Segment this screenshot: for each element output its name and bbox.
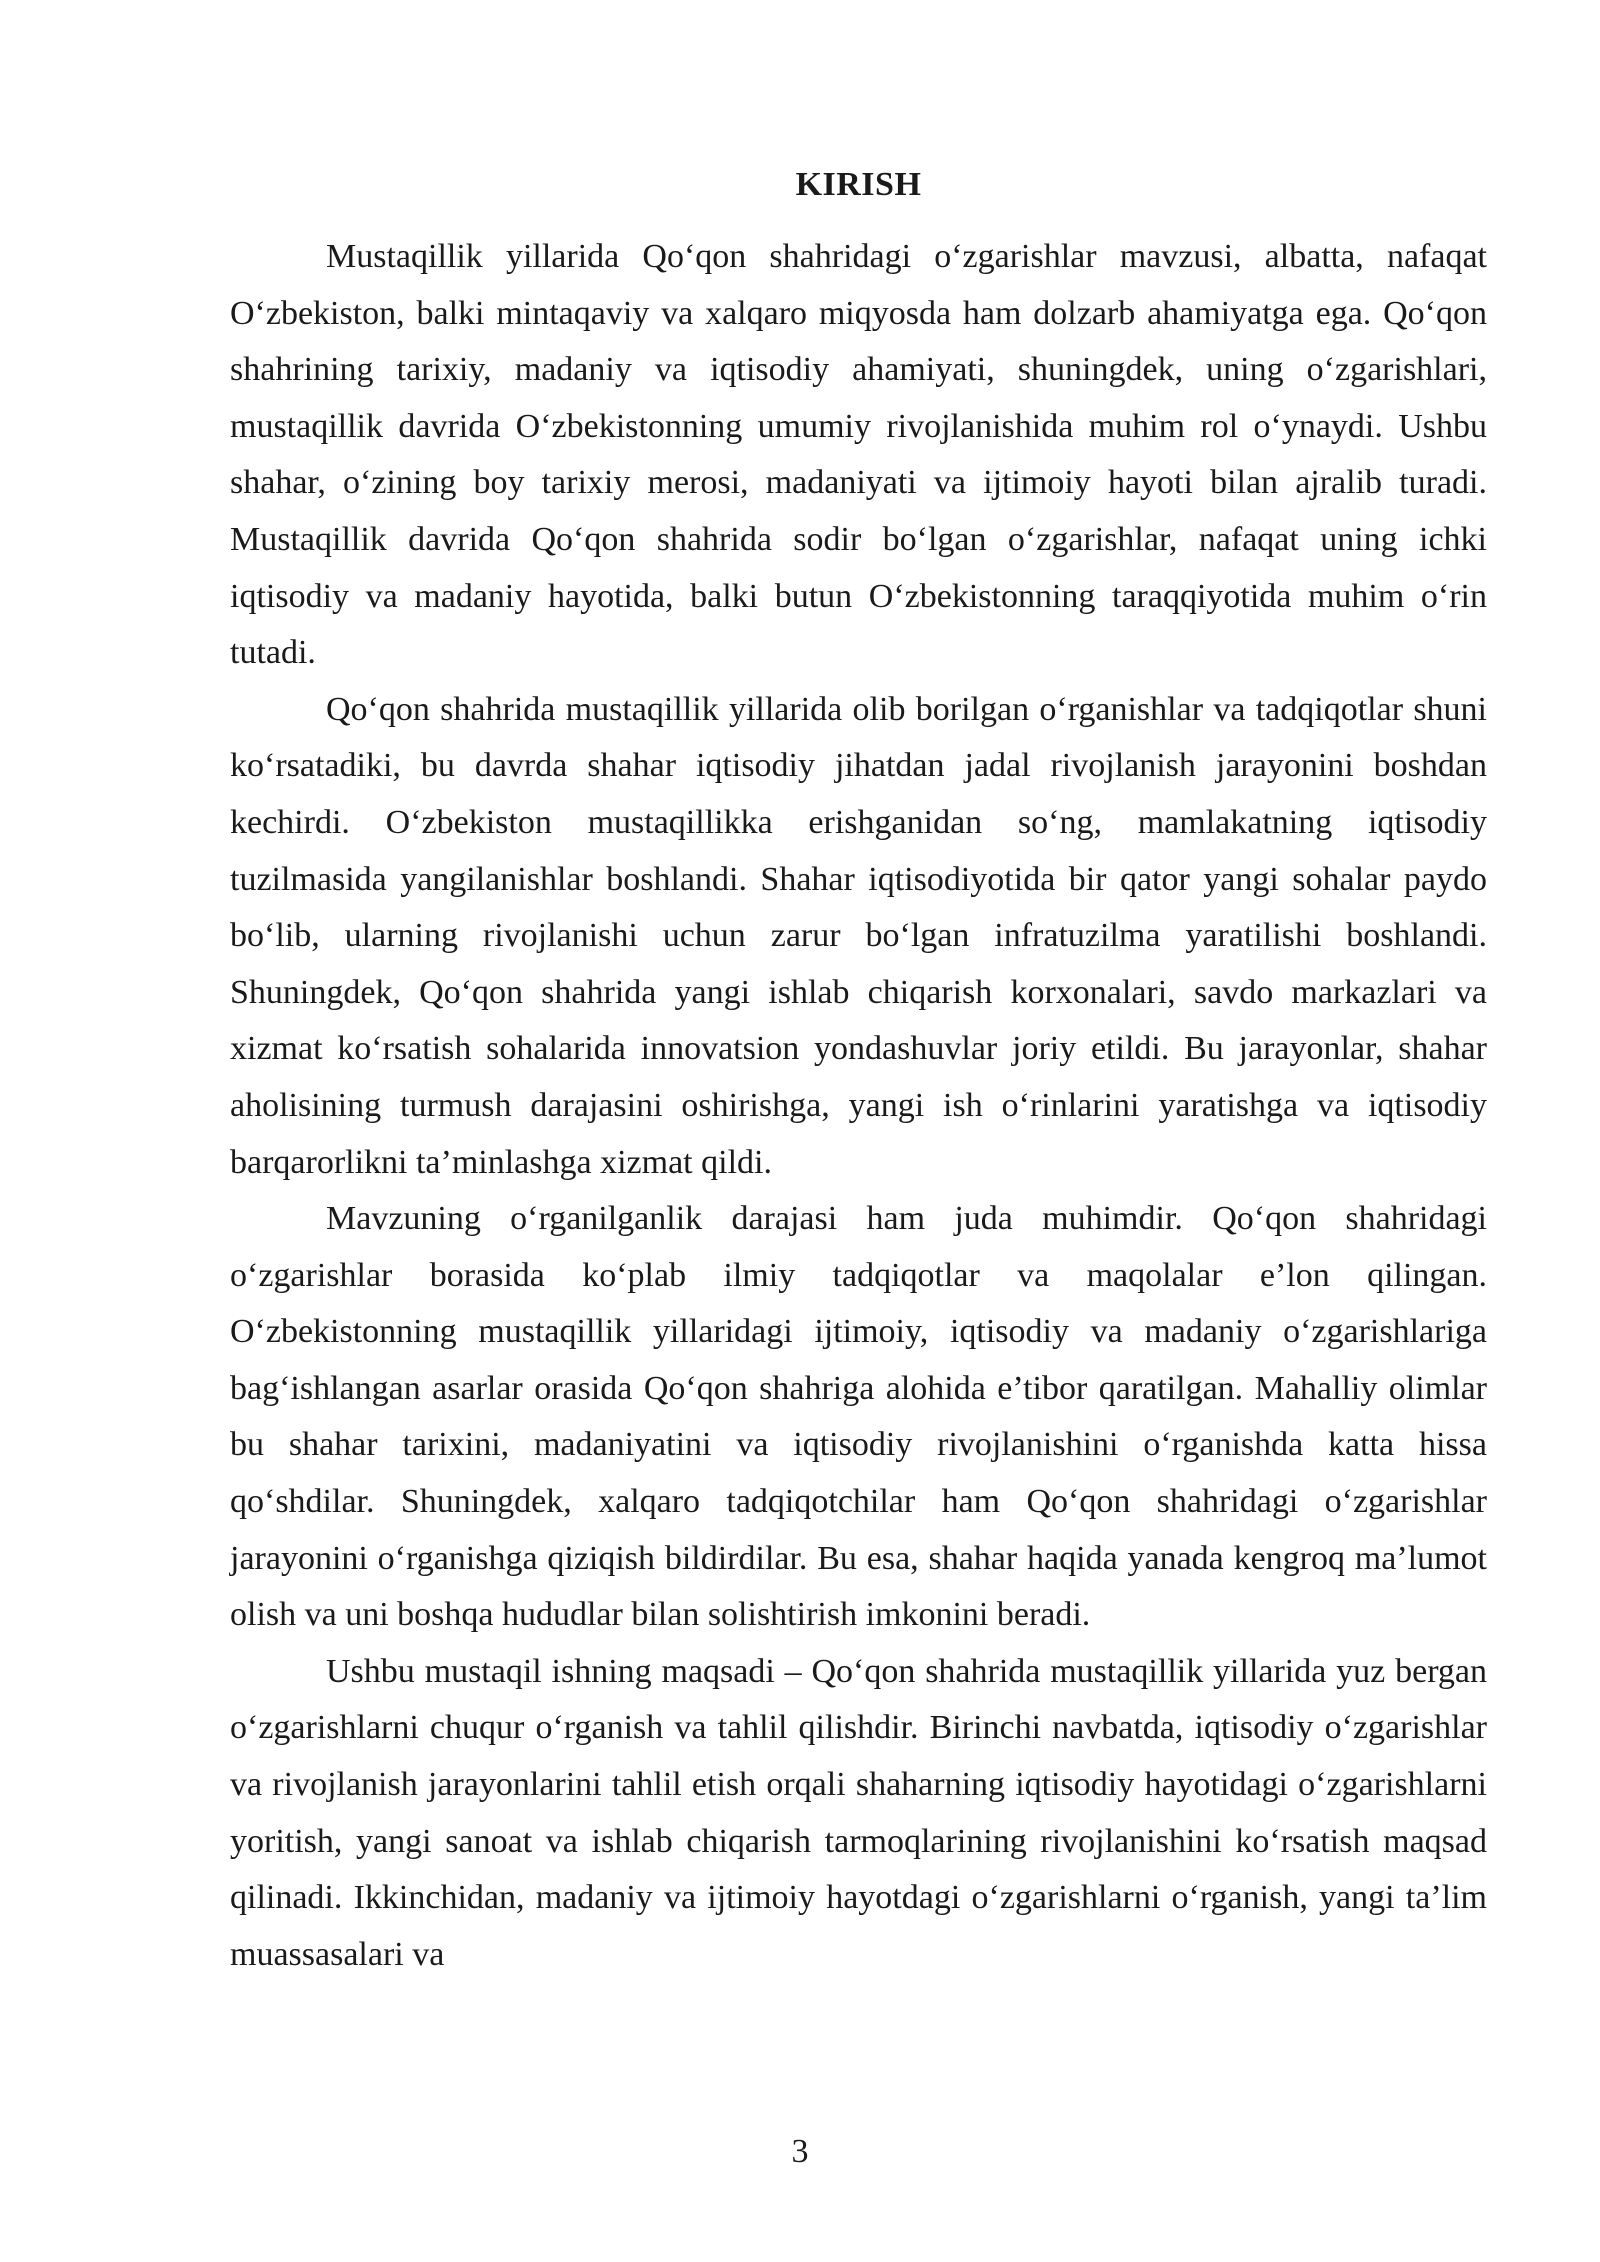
paragraph-work-goal: Ushbu mustaqil ishning maqsadi – Qo‘qon shahrida mustaqillik yillarida yuz bergan o‘zgarishlarni chuqur o‘rganish va tahlil qilishdir. Birinchi navbatda, iqtisodiy o‘zgarishlar va rivojlanish jarayonlarini tahlil etish orqali shaharning iqtisodiy hayotidagi o‘zgarishlarni yoritish, yangi sanoat va ishlab chiqarish tarmoqlarining rivojlanishini ko‘rsatish maqsad qilinadi. Ikkinchidan, madaniy va ijtimoiy hayotdagi o‘zgarishlarni o‘rganish, yangi ta’lim muassasalari va [230,1652,1487,1973]
paragraph-economic-development: Qo‘qon shahrida mustaqillik yillarida olib borilgan o‘rganishlar va tadqiqotlar shuni ko‘rsatadiki, bu davrda shahar iqtisodiy jihatdan jadal rivojlanish jarayonini boshdan kechirdi. O‘zbekiston mustaqillikka erishganidan so‘ng, mamlakatning iqtisodiy tuzilmasida yangilanishlar boshlandi. Shahar iqtisodiyotida bir qator yangi sohalar paydo bo‘lib, ularning rivojlanishi uchun zarur bo‘lgan infratuzilma yaratilishi boshlandi. Shuningdek, Qo‘qon shahrida yangi ishlab chiqarish korxonalari, savdo markazlari va xizmat ko‘rsatish sohalarida innovatsion yondashuvlar joriy etildi. Bu jarayonlar, shahar aholisining turmush darajasini oshirishga, yangi ish o‘rinlarini yaratishga va iqtisodiy barqarorlikni ta’minlashga xizmat qildi. [230,690,1487,1181]
paragraph-introduction: Mustaqillik yillarida Qo‘qon shahridagi o‘zgarishlar mavzusi, albatta, nafaqat O‘zbekiston, balki mintaqaviy va xalqaro miqyosda ham dolzarb ahamiyatga ega. Qo‘qon shahrining tarixiy, madaniy va iqtisodiy ahamiyati, shuningdek, uning o‘zgarishlari, mustaqillik davrida O‘zbekistonning umumiy rivojlanishida muhim rol o‘ynaydi. Ushbu shahar, o‘zining boy tarixiy merosi, madaniyati va ijtimoiy hayoti bilan ajralib turadi. Mustaqillik davrida Qo‘qon shahrida sodir bo‘lgan o‘zgarishlar, nafaqat uning ichki iqtisodiy va madaniy hayotida, balki butun O‘zbekistonning taraqqiyotida muhim o‘rin tutadi. [230,238,1487,672]
page-content [230,163,1487,1983]
paragraph-study-level: Mavzuning o‘rganilganlik darajasi ham juda muhimdir. Qo‘qon shahridagi o‘zgarishlar borasida ko‘plab ilmiy tadqiqotlar va maqolalar e’lon qilingan. O‘zbekistonning mustaqillik yillaridagi ijtimoiy, iqtisodiy va madaniy o‘zgarishlariga bag‘ishlangan asarlar orasida Qo‘qon shahriga alohida e’tibor qaratilgan. Mahalliy olimlar bu shahar tarixini, madaniyatini va iqtisodiy rivojlanishini o‘rganishda katta hissa qo‘shdilar. Shuningdek, xalqaro tadqiqotchilar ham Qo‘qon shahridagi o‘zgarishlar jarayonini o‘rganishga qiziqish bildirdilar. Bu esa, shahar haqida yanada kengroq ma’lumot olish va uni boshqa hududlar bilan solishtirish imkonini beradi. [230,1200,1487,1634]
section-title: KIRISH [795,166,922,203]
page-number: 3 [791,2133,809,2170]
